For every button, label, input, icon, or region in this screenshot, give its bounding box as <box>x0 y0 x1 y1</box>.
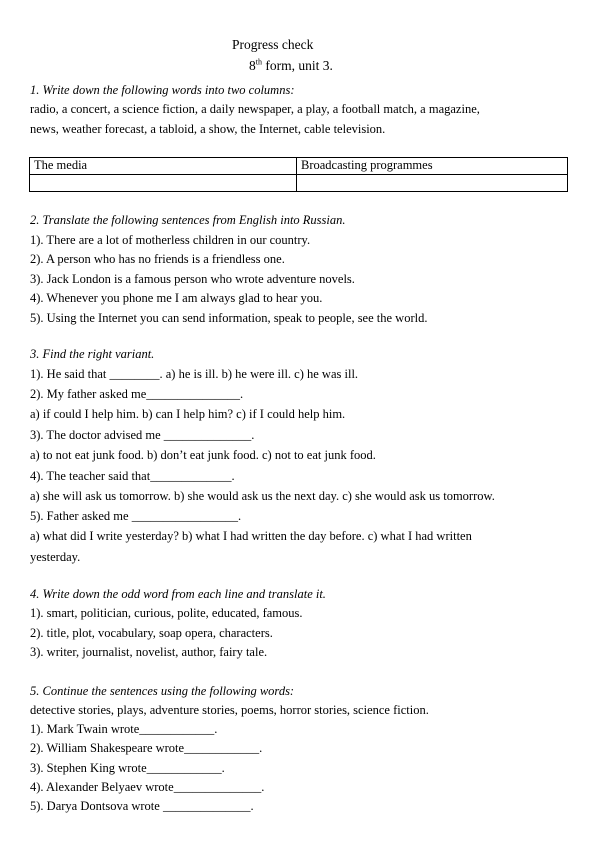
task2-line: 1). There are a lot of motherless children in our country. <box>30 233 311 247</box>
task2-heading: 2. Translate the following sentences from English into Russian. <box>30 213 346 227</box>
table-cell-broadcasting-answer <box>297 175 568 192</box>
task4-heading: 4. Write down the odd word from each line and translate it. <box>30 587 326 601</box>
form-rest: form, unit 3. <box>261 58 333 73</box>
form-number: 8 <box>249 58 256 73</box>
columns-table <box>29 157 568 192</box>
task5-line: 2). William Shakespeare wrote____________. <box>30 741 263 755</box>
task4-line: 3). writer, journalist, novelist, author, fairy tale. <box>30 645 268 659</box>
task4-line: 1). smart, politician, curious, polite, educated, famous. <box>30 606 303 620</box>
task3-line: 5). Father asked me _________________. <box>30 509 242 523</box>
task3-line: a) to not eat junk food. b) don’t eat junk food. c) not to eat junk food. <box>30 448 376 462</box>
task1-heading: 1. Write down the following words into two columns: <box>30 83 295 97</box>
task3-line: 2). My father asked me_______________. <box>30 387 244 401</box>
task3-line: yesterday. <box>30 550 81 564</box>
task3-line: 3). The doctor advised me ______________. <box>30 428 255 442</box>
task3-line: 1). He said that ________. a) he is ill. b) he were ill. c) he was ill. <box>30 367 359 381</box>
table-header-row <box>30 158 568 175</box>
task3-line: 4). The teacher said that_____________. <box>30 469 235 483</box>
table-header-media: The media <box>30 158 297 175</box>
task3-line: a) what did I write yesterday? b) what I had written the day before. c) what I had written <box>30 529 472 543</box>
task5-line: 3). Stephen King wrote____________. <box>30 761 225 775</box>
task2-line: 3). Jack London is a famous person who wrote adventure novels. <box>30 272 355 286</box>
task5-line: 1). Mark Twain wrote____________. <box>30 722 218 736</box>
task2-line: 4). Whenever you phone me I am always glad to hear you. <box>30 291 323 305</box>
task2-line: 2). A person who has no friends is a friendless one. <box>30 252 285 266</box>
table-answer-row <box>30 175 568 192</box>
task4-line: 2). title, plot, vocabulary, soap opera, characters. <box>30 626 273 640</box>
task5-line: 5). Darya Dontsova wrote ______________. <box>30 799 254 813</box>
page-title: Progress check <box>232 37 314 52</box>
task5-heading: 5. Continue the sentences using the following words: <box>30 684 295 698</box>
task2-line: 5). Using the Internet you can send information, speak to people, see the world. <box>30 311 428 325</box>
task1-words-line1: radio, a concert, a science fiction, a daily newspaper, a play, a football match, a magazine, <box>30 102 480 116</box>
table-cell-media-answer <box>30 175 297 192</box>
task1-words-line2: news, weather forecast, a tabloid, a show, the Internet, cable television. <box>30 122 386 136</box>
task5-words: detective stories, plays, adventure stories, poems, horror stories, science fiction. <box>30 703 429 717</box>
table-header-broadcasting: Broadcasting programmes <box>297 158 568 175</box>
form-suffix: th <box>255 57 262 67</box>
page-subtitle <box>249 57 333 74</box>
task3-line: a) she will ask us tomorrow. b) she would ask us the next day. c) she would ask us tomorrow. <box>30 489 495 503</box>
task3-heading: 3. Find the right variant. <box>30 347 155 361</box>
task5-line: 4). Alexander Belyaev wrote______________. <box>30 780 265 794</box>
task3-line: a) if could I help him. b) can I help him? c) if I could help him. <box>30 407 346 421</box>
